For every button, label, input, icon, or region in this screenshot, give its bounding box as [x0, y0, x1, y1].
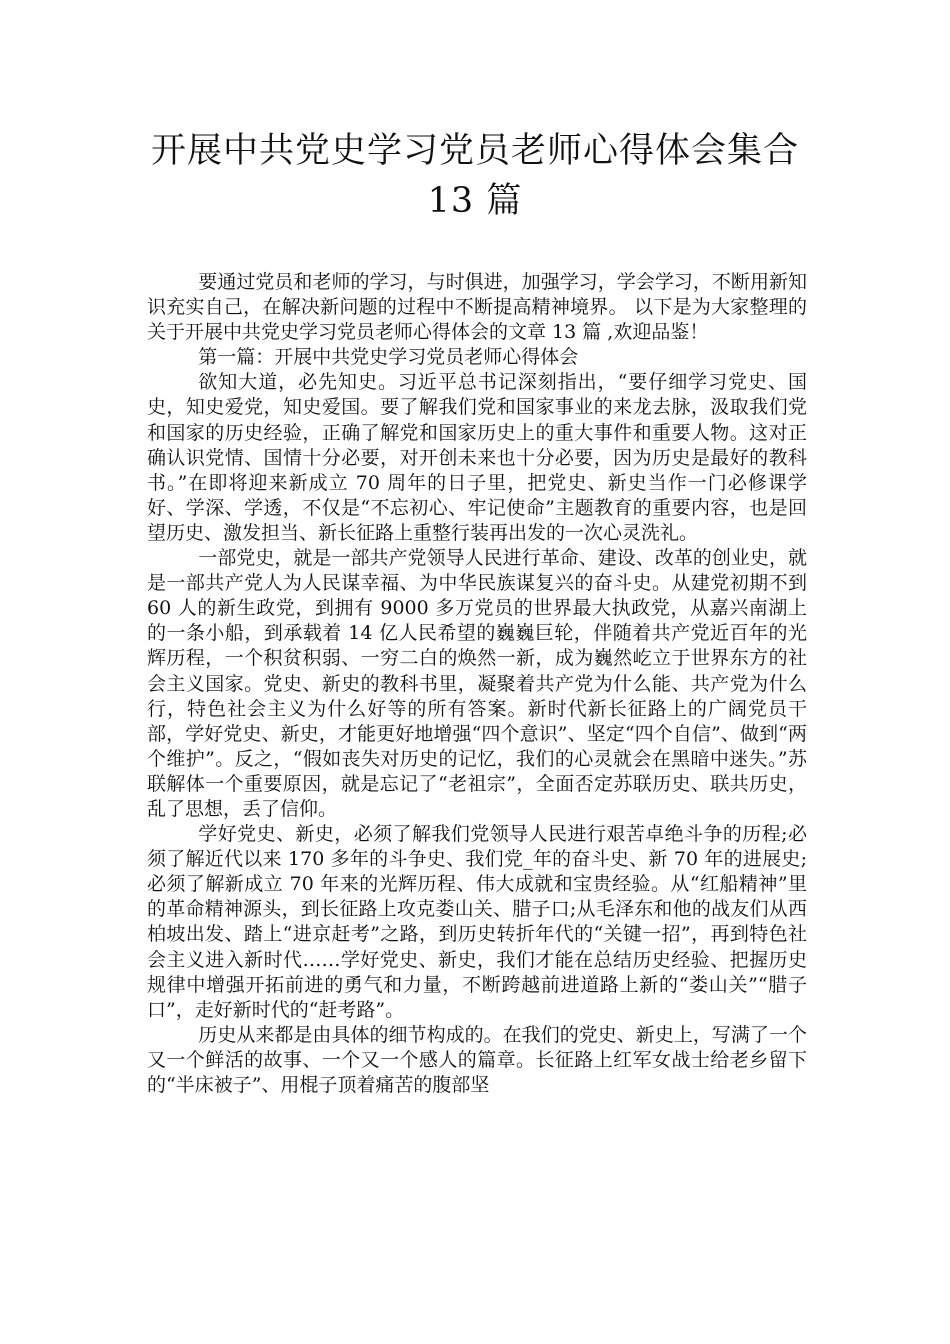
- body-paragraph: 欲知大道，必先知史。习近平总书记深刻指出，“要仔细学习党史、国史，知史爱党，知史爱国。要了解我们党和国家事业的来龙去脉，汲取我们党和国家的历史经验，正确了解党和国家历史上的重大事件和重要人物。这对正确认识党情、国情十分必要，对开创未来也十分必要，因为历史是最好的教科书。”在即将迎来新成立 70 周年的日子里，把党史、新史当作一门必修课学好、学深、学透，不仅是“不忘初心、牢记使命”主题教育的重要内容，也是回望历史、激发担当、新长征路上重整行装再出发的一次心灵洗礼。: [147, 371, 807, 544]
- document-body: [147, 270, 807, 1098]
- intro-paragraph: 要通过党员和老师的学习，与时俱进，加强学习，学会学习，不断用新知识充实自己，在解决新问题的过程中不断提高精神境界。 以下是为大家整理的关于开展中共党史学习党员老师心得体会的文章 13 篇 ,欢迎品鉴！: [147, 271, 807, 344]
- document-title: [120, 126, 830, 226]
- body-paragraph: 学好党史、新史，必须了解我们党领导人民进行艰苦卓绝斗争的历程;必须了解近代以来 170 多年的斗争史、我们党_年的奋斗史、新 70 年的进展史;必须了解新成立 70 年来的光辉历程、伟大成就和宝贵经验。从“红船精神”里的革命精神源头，到长征路上攻克娄山关、腊子口;从毛泽东和他的战友们从西柏坡出发、踏上“进京赶考”之路，到历史转折年代的“关键一招”，再到特色社会主义进入新时代……学好党史、新史，我们才能在总结历史经验、把握历史规律中增强开拓前进的勇气和力量，不断跨越前进道路上新的“娄山关”“腊子口”，走好新时代的“赶考路”。: [147, 823, 807, 1021]
- body-paragraph: 历史从来都是由具体的细节构成的。在我们的党史、新史上，写满了一个又一个鲜活的故事、一个又一个感人的篇章。长征路上红军女战士给老乡留下的“半床被子”、用棍子顶着痛苦的腹部坚: [147, 1023, 807, 1096]
- section-heading: 第一篇：开展中共党史学习党员老师心得体会: [198, 346, 579, 369]
- document-title-line-2: 13 篇: [427, 181, 523, 221]
- document-title-line-1: 开展中共党史学习党员老师心得体会集合: [150, 131, 799, 171]
- body-paragraph: 一部党史，就是一部共产党领导人民进行革命、建设、改革的创业史，就是一部共产党人为人民谋幸福、为中华民族谋复兴的奋斗史。从建党初期不到 60 人的新生政党，到拥有 9000 多万党员的世界最大执政党，从嘉兴南湖上的一条小船，到承载着 14 亿人民希望的巍巍巨轮，伴随着共产党近百年的光辉历程，一个积贫积弱、一穷二白的焕然一新，成为巍然屹立于世界东方的社会主义国家。党史、新史的教科书里，凝聚着共产党为什么能、共产党为什么行，特色社会主义为什么好等的所有答案。新时代新长征路上的广阔党员干部，学好党史、新史，才能更好地增强“四个意识”、坚定“四个自信”、做到“两个维护”。反之，“假如丧失对历史的记忆，我们的心灵就会在黑暗中迷失。”苏联解体一个重要原因，就是忘记了“老祖宗”，全面否定苏联历史、联共历史，乱了思想，丢了信仰。: [147, 547, 807, 820]
